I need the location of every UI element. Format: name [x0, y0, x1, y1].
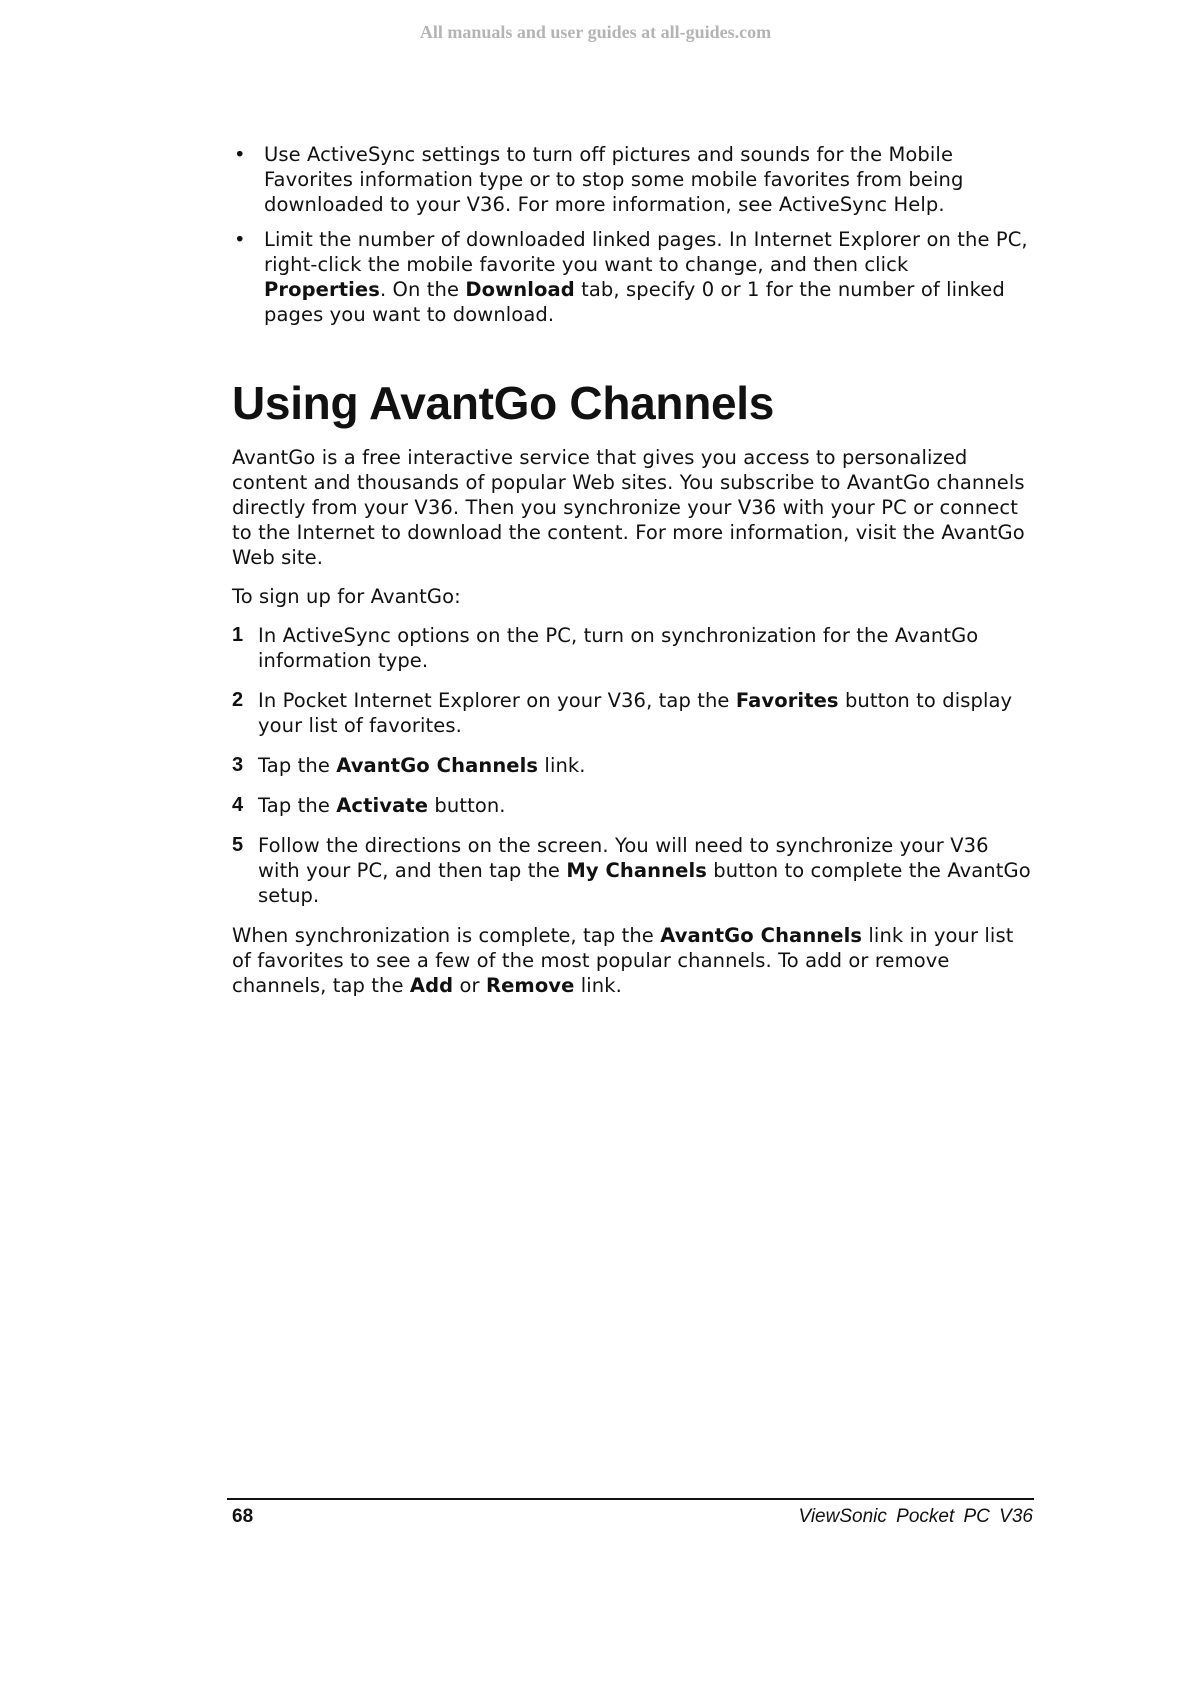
step-text: button. — [428, 794, 506, 817]
bold-term-download: Download — [465, 278, 575, 301]
bullet-item — [232, 227, 1032, 327]
bold-term: My Channels — [566, 859, 707, 882]
step-number: 2 — [232, 689, 244, 711]
closing-paragraph — [232, 923, 1032, 998]
section-heading: Using AvantGo Channels — [232, 377, 775, 429]
bullet-text: Limit the number of downloaded linked pages. In Internet Explorer on the PC, right-click the mobile favorite you want to change, and then click — [264, 228, 1028, 276]
step-number: 5 — [232, 834, 244, 856]
bullet-marker: • — [234, 228, 246, 251]
step-text: Follow the directions on the screen. You will need to synchronize your V36 with your PC, and then tap the — [258, 834, 989, 882]
page-content — [232, 142, 1032, 1012]
bullet-marker: • — [234, 143, 246, 166]
bold-term: Favorites — [735, 689, 839, 712]
watermark: All manuals and user guides at all-guides.com — [419, 22, 772, 42]
bold-term: Add — [409, 974, 454, 997]
step-item — [232, 793, 1032, 818]
footer-divider — [227, 1498, 1034, 1500]
page-number: 68 — [232, 1506, 254, 1527]
step-text: In Pocket Internet Explorer on your V36, tap the — [258, 689, 736, 712]
signup-line: To sign up for AvantGo: — [232, 585, 461, 608]
step-number: 3 — [232, 754, 244, 776]
step-text: button to display your list of favorites. — [258, 689, 1013, 737]
bullet-text: tab, specify 0 or 1 for the number of linked pages you want to download. — [264, 278, 1005, 326]
bullet-text: . On the — [379, 278, 466, 301]
step-text: Tap the — [258, 754, 337, 777]
closing-text: or — [453, 974, 486, 997]
bold-term: AvantGo Channels — [660, 924, 863, 947]
bullet-text: Use ActiveSync settings to turn off pictures and sounds for the Mobile Favorites information type or to stop some mobile favorites from being downloaded to your V36. For more information, see ActiveSync Help. — [264, 143, 964, 216]
intro-paragraph: AvantGo is a free interactive service that gives you access to personalized content and thousands of popular Web sites. You subscribe to AvantGo channels directly from your V36. Then you synchronize your V36 with your PC or connect to the Internet to download the content. For more information, visit the AvantGo Web site. — [232, 446, 1025, 569]
bullet-item — [232, 142, 1032, 217]
bold-term: Remove — [485, 974, 575, 997]
closing-text: link in your list of favorites to see a few of the most popular channels. To add or remove channels, tap the — [232, 924, 1014, 997]
bold-term: Activate — [336, 794, 429, 817]
closing-text: link. — [574, 974, 622, 997]
step-text: In ActiveSync options on the PC, turn on synchronization for the AvantGo information type. — [258, 624, 979, 672]
step-item — [232, 833, 1032, 908]
step-item — [232, 688, 1032, 738]
step-number: 4 — [232, 794, 244, 816]
step-item — [232, 753, 1032, 778]
closing-text: When synchronization is complete, tap the — [232, 924, 661, 947]
step-text: button to complete the AvantGo setup. — [258, 859, 1031, 907]
bold-term: AvantGo Channels — [336, 754, 539, 777]
step-text: Tap the — [258, 794, 337, 817]
step-text: link. — [538, 754, 586, 777]
bold-term-properties: Properties — [264, 278, 380, 301]
footer-title: ViewSonic Pocket PC V36 — [798, 1506, 1033, 1527]
step-number: 1 — [232, 624, 244, 646]
step-item — [232, 623, 1032, 673]
